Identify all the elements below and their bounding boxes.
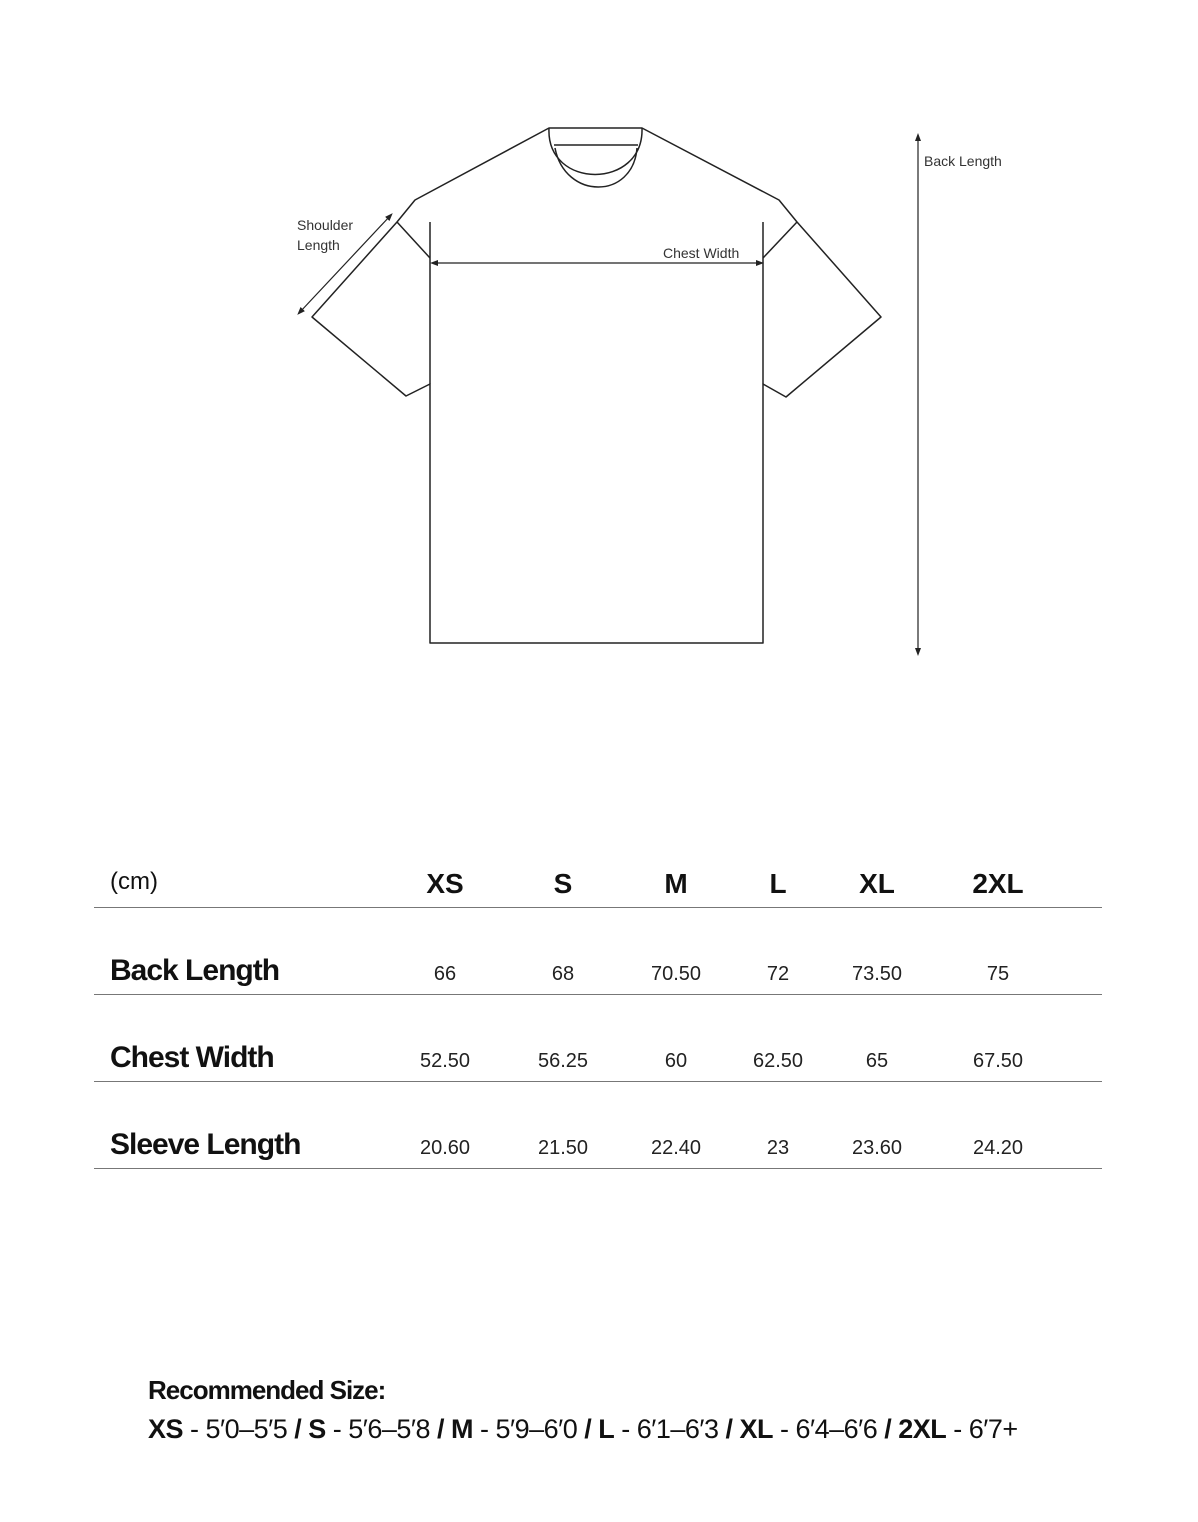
tshirt-right-sleeve-seam	[763, 222, 797, 258]
table-cell: 23	[766, 1137, 790, 1159]
rec-size-xs: XS	[148, 1414, 184, 1444]
rec-range-s: 5′6–5′8	[348, 1414, 430, 1444]
table-cell: 68	[551, 963, 575, 985]
size-header-l: L	[769, 868, 787, 899]
size-header-xs: XS	[426, 868, 464, 899]
table-cell: 21.50	[537, 1137, 589, 1159]
row-label-back-length: Back Length	[110, 954, 280, 987]
rec-range-xs: 5′0–5′5	[205, 1414, 288, 1444]
rec-size-s: S	[308, 1414, 326, 1444]
tshirt-diagram	[0, 0, 1198, 700]
table-cell: 66	[433, 963, 457, 985]
table-header-row	[94, 860, 1102, 908]
back-length-label: Back Length	[924, 153, 1002, 169]
rec-size-2xl: 2XL	[898, 1414, 947, 1444]
tshirt-left-sleeve-seam	[397, 222, 430, 258]
unit-label: (cm)	[110, 868, 158, 895]
table-row-chest-width	[94, 995, 1102, 1082]
rec-range-2xl: 6′7+	[968, 1414, 1018, 1444]
table-cell: 67.50	[972, 1050, 1024, 1072]
recommended-size-title: Recommended Size:	[148, 1375, 386, 1405]
tshirt-outline	[0, 0, 1198, 700]
rec-size-m: M	[451, 1414, 474, 1444]
table-row-back-length	[94, 908, 1102, 995]
rec-size-l: L	[598, 1414, 615, 1444]
table-row-sleeve-length	[94, 1082, 1102, 1169]
size-header-xl: XL	[859, 868, 895, 899]
size-chart-table	[94, 860, 1102, 1169]
table-cell: 52.50	[419, 1050, 471, 1072]
rec-range-xl: 6′4–6′6	[795, 1414, 878, 1444]
row-label-sleeve-length: Sleeve Length	[110, 1128, 301, 1161]
tshirt-body-outline	[312, 128, 881, 643]
size-header-m: M	[664, 868, 688, 899]
table-cell: 73.50	[851, 963, 903, 985]
recommended-size-section	[148, 1374, 1148, 1446]
size-header-2xl: 2XL	[972, 868, 1024, 899]
table-cell: 56.25	[537, 1050, 589, 1072]
rec-range-l: 6′1–6′3	[636, 1414, 719, 1444]
table-cell: 60	[664, 1050, 688, 1072]
size-header-s: S	[553, 868, 573, 899]
table-cell: 75	[986, 963, 1010, 985]
table-cell: 70.50	[650, 963, 702, 985]
tshirt-collar-inner	[555, 148, 637, 187]
table-cell: 72	[766, 963, 790, 985]
table-cell: 62.50	[752, 1050, 804, 1072]
rec-size-xl: XL	[739, 1414, 773, 1444]
chest-width-label: Chest Width	[663, 245, 740, 261]
table-cell: 22.40	[650, 1137, 702, 1159]
recommended-size-list: XS - 5′0–5′5 / S - 5′6–5′8 / M - 5′9–6′0 / L - 6′1–6′3 / XL - 6′4–6′6 / 2XL - 6′7+	[148, 1414, 1018, 1444]
shoulder-length-label: Shoulder Length	[297, 217, 354, 253]
table-cell: 23.60	[851, 1137, 903, 1159]
rec-range-m: 5′9–6′0	[495, 1414, 578, 1444]
table-cell: 24.20	[972, 1137, 1024, 1159]
row-label-chest-width: Chest Width	[110, 1041, 274, 1074]
table-cell: 20.60	[419, 1137, 471, 1159]
table-cell: 65	[865, 1050, 889, 1072]
